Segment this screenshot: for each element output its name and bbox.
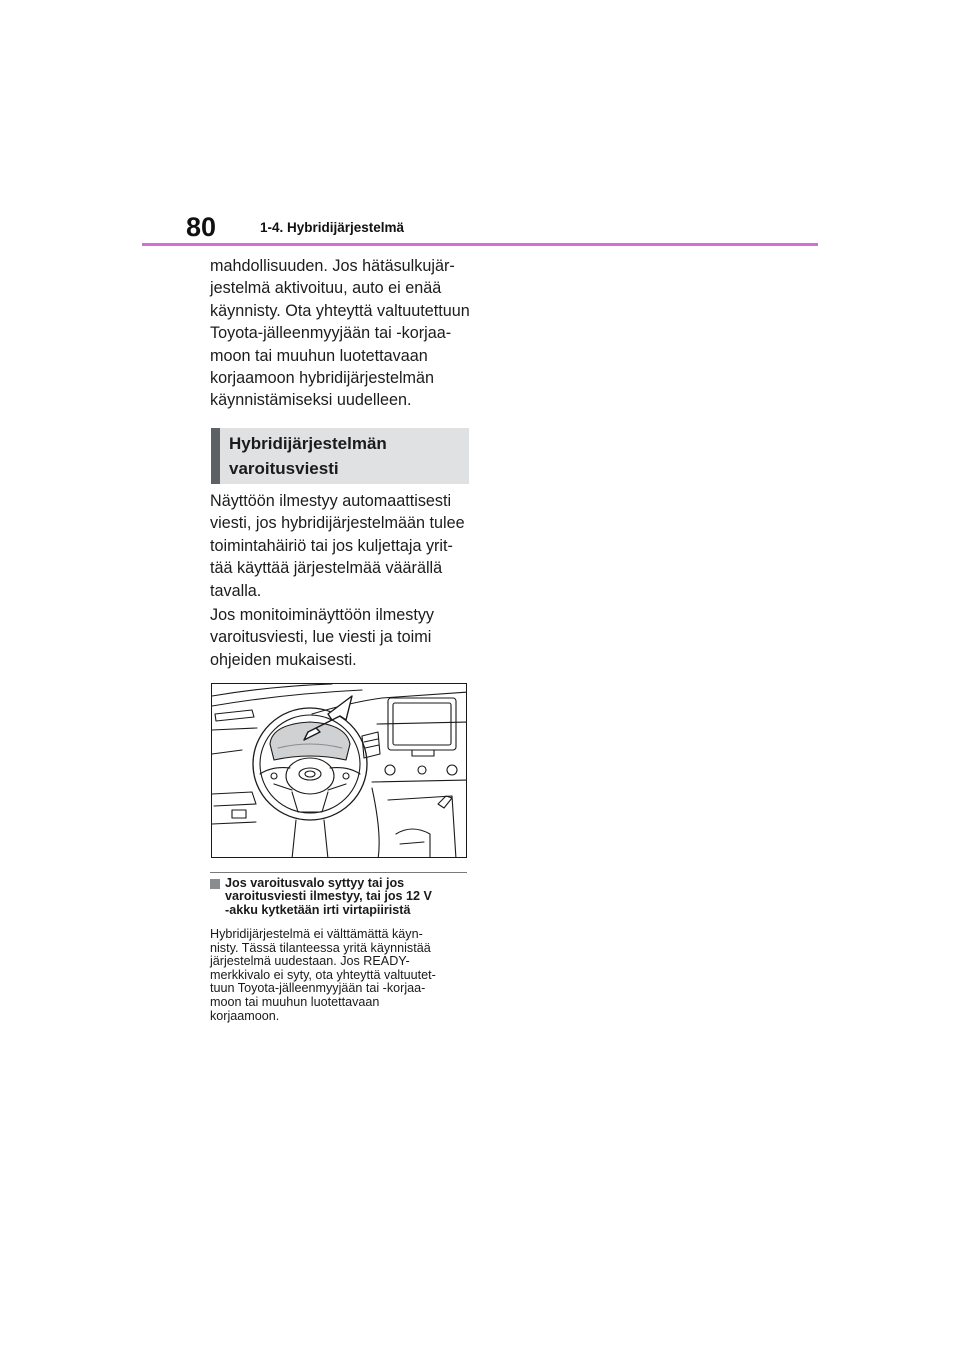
section-title: 1-4. Hybridijärjestelmä: [260, 220, 405, 235]
header-rule: [142, 243, 818, 246]
paragraph-message-appears: Näyttöön ilmestyy automaattisesti viesti, jos hybridijärjestelmään tulee toimintahäiriö tai jos kuljettaja yrit- tää käyttää järjestelmää väärällä tavalla.: [210, 492, 465, 600]
dashboard-illustration: [211, 683, 467, 858]
page-number: 80: [186, 212, 217, 242]
note-heading: Jos varoitusvalo syttyy tai jos varoitusviesti ilmestyy, tai jos 12 V -akku kytketään irti virtapiiristä: [225, 876, 432, 917]
paragraph-emergency-shutoff: mahdollisuuden. Jos hätäsulkujär- jestelmä aktivoituu, auto ei enää käynnisty. Ota yhteyttä valtuutettuun Toyota-jälleenmyyjään tai -korjaa- moon tai muuhun luotettavaan korjaamoon hybridijärjestelmän käynnistämiseksi uudelleen.: [210, 257, 470, 410]
note-heading-block: [210, 877, 472, 917]
paragraph-read-message: Jos monitoiminäyttöön ilmestyy varoitusviesti, lue viesti ja toimi ohjeiden mukaisesti.: [210, 606, 435, 669]
section-heading: Hybridijärjestelmän varoitusviesti: [229, 434, 387, 478]
note-bullet-square-icon: [210, 879, 220, 889]
note-body: Hybridijärjestelmä ei välttämättä käyn- nisty. Tässä tilanteessa yritä käynnistää järjestelmä uudestaan. Jos READY- merkkivalo ei syty, ota yhteyttä valtuutet- tuun Toyota-jälleenmyyjään tai -korjaa- moon tai muuhun luotettavaan korjaamoon.: [210, 927, 436, 1023]
section-heading-box: [211, 428, 469, 484]
note-divider: [210, 872, 467, 873]
